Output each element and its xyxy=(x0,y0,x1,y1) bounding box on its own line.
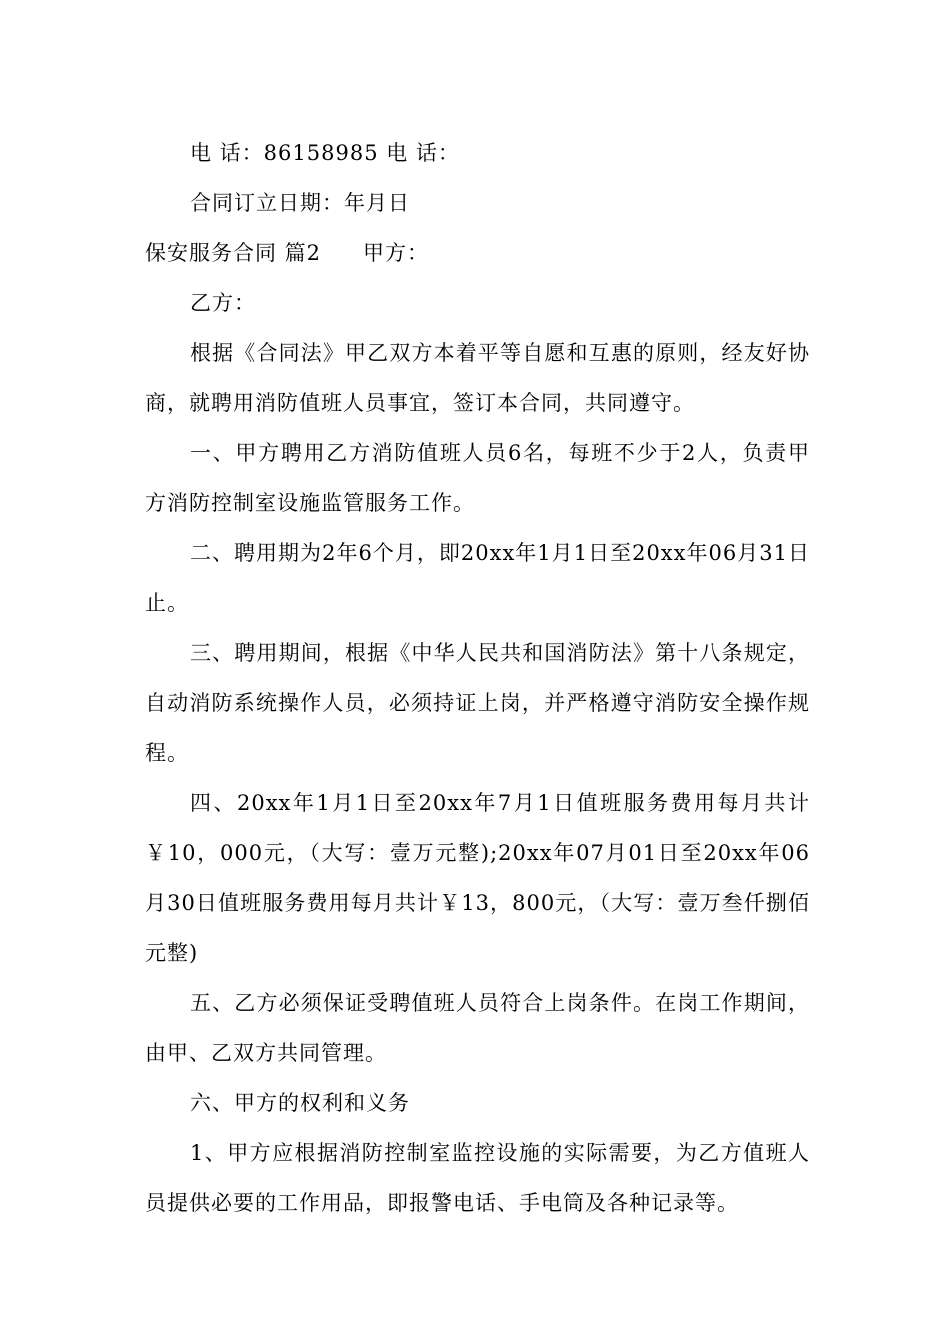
sign-date-line: 合同订立日期：年月日 xyxy=(190,191,410,215)
title-line xyxy=(145,228,810,278)
party-a-label: 甲方： xyxy=(363,241,430,265)
paragraph-intro: 根据《合同法》甲乙双方本着平等自愿和互惠的原则，经友好协商，就聘用消防值班人员事宜，签订本合同，共同遵守。 xyxy=(145,341,810,415)
paragraph-clause-1: 一、甲方聘用乙方消防值班人员6名，每班不少于2人，负责甲方消防控制室设施监管服务工作。 xyxy=(145,441,810,515)
paragraph-clause-4: 四、20xx年1月1日至20xx年7月1日值班服务费用每月共计￥10，000元，（大写：壹万元整);20xx年07月01日至20xx年06月30日值班服务费用每月共计￥13，800元，（大写：壹万叁仟捌佰元整) xyxy=(145,791,810,965)
paragraph-clause-3: 三、聘用期间，根据《中华人民共和国消防法》第十八条规定，自动消防系统操作人员，必须持证上岗，并严格遵守消防安全操作规程。 xyxy=(145,641,810,765)
paragraph-clause-2: 二、聘用期为2年6个月，即20xx年1月1日至20xx年06月31日止。 xyxy=(145,541,810,615)
phone-line: 电 话：86158985 电 话： xyxy=(190,141,460,165)
paragraph-clause-6-heading: 六、甲方的权利和义务 xyxy=(190,1091,410,1115)
document-page xyxy=(145,128,810,1228)
party-b-line: 乙方： xyxy=(190,291,256,315)
paragraph-clause-6-item-1: 1、甲方应根据消防控制室监控设施的实际需要，为乙方值班人员提供必要的工作用品，即报警电话、手电筒及各种记录等。 xyxy=(145,1141,810,1215)
contract-title: 保安服务合同 篇2 xyxy=(145,241,322,265)
paragraph-clause-5: 五、乙方必须保证受聘值班人员符合上岗条件。在岗工作期间，由甲、乙双方共同管理。 xyxy=(145,991,810,1065)
